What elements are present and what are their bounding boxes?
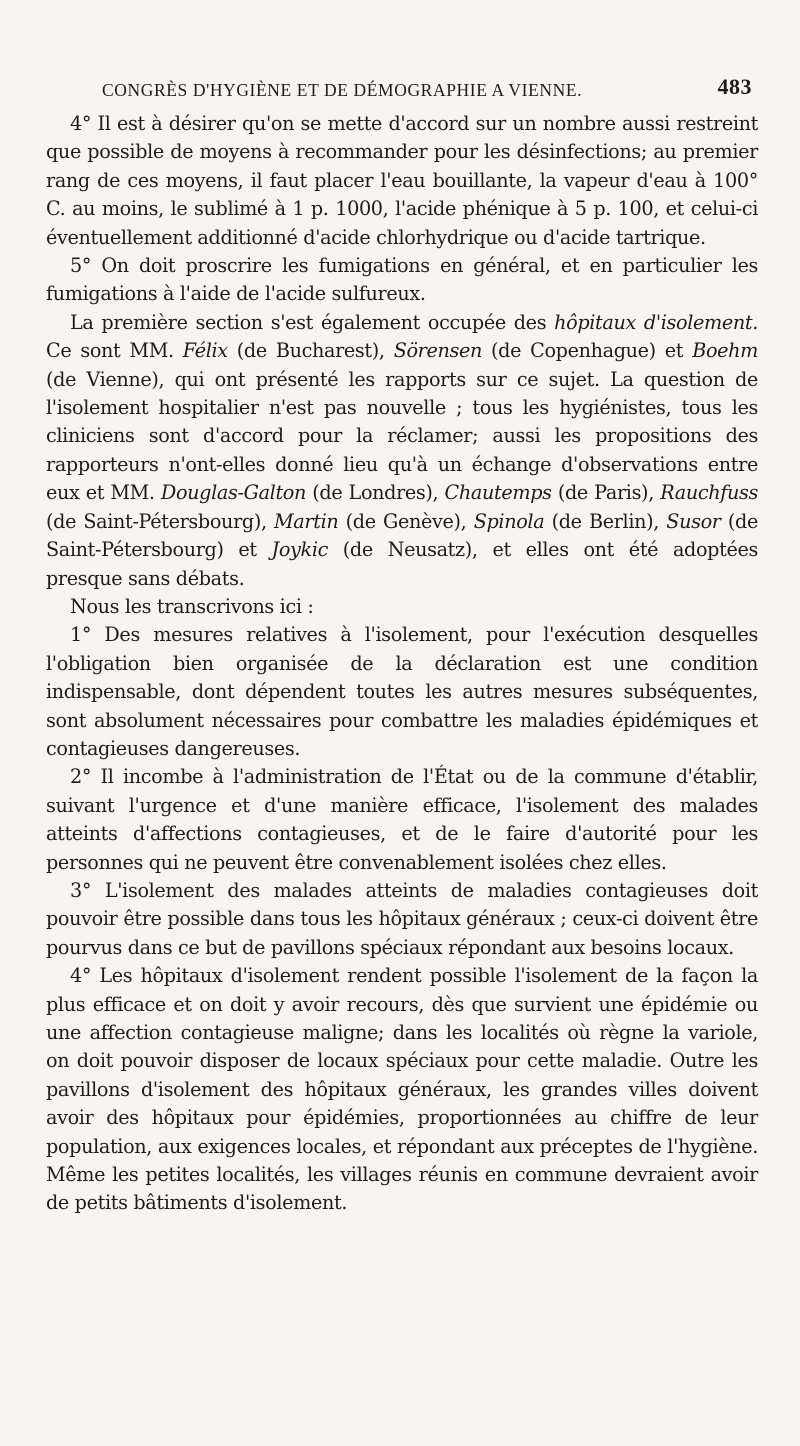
text-segment: (de Saint-Pétersbourg), [46, 509, 274, 533]
italic-name-segment: Félix [182, 339, 228, 363]
text-segment: (de Londres), [306, 481, 445, 505]
italic-name-segment: hôpitaux d'isolement. [554, 310, 758, 334]
italic-name-segment: Spinola [473, 509, 545, 533]
italic-name-segment: Douglas-Galton [160, 481, 307, 505]
paragraph-resolution-4: 4° Les hôpitaux d'isolement rendent possible l'isolement de la façon la plus efficace et on doit y avoir recours, dès que survient une épidémie ou une affection contagieuse maligne; dans les localités où règne la variole, on doit pouvoir disposer de locaux spéciaux pour cette maladie. Outre les pavillons d'isolement des hôpitaux généraux, les grandes villes doivent avoir des hôpitaux pour épidémies, proportionnées au chiffre de leur population, aux exigences locales, et répondant aux préceptes de l'hygiène. Même les petites localités, les villages réunis en commune devraient avoir de petits bâtiments d'isolement. [46, 964, 758, 1215]
paragraph-item-5-fumigation: 5° On doit proscrire les fumigations en général, et en particulier les fumigations à l'aide de l'acide sulfureux. [46, 254, 758, 306]
paragraph-transcription-note: Nous les transcrivons ici : [70, 594, 314, 618]
page-number: 483 [717, 74, 752, 99]
italic-name-segment: Joykic [271, 538, 329, 562]
italic-name-segment: Chautemps [444, 481, 552, 505]
text-segment: (de Berlin), [544, 509, 667, 533]
text-segment: (de Neusatz), et elles ont été adoptées presque sans débats. [46, 538, 758, 590]
italic-name-segment: Martin [274, 509, 339, 533]
italic-name-segment: Susor [666, 509, 721, 533]
italic-name-segment: Boehm [692, 339, 758, 363]
text-segment: (de Paris), [551, 481, 661, 505]
text-segment: Ce sont MM. [46, 339, 183, 363]
text-segment: (de Saint-Pétersbourg) et [46, 509, 758, 562]
running-title: CONGRÈS D'HYGIÈNE ET DE DÉMOGRAPHIE A VIENNE. [102, 80, 583, 100]
paragraph-resolution-1: 1° Des mesures relatives à l'isolement, pour l'exécution desquelles l'obligation bien organisée de la déclaration est une condition indispensable, dont dépendent toutes les autres mesures subséquentes, sont absolument nécessaires pour combattre les maladies épidémiques et contagieuses dangereuses. [46, 623, 758, 760]
text-segment: (de Copenhague) et [482, 339, 693, 363]
paragraph-resolution-3: 3° L'isolement des malades atteints de maladies contagieuses doit pouvoir être possible dans tous les hôpitaux généraux ; ceux-ci doivent être pourvus dans ce but de pavillons spéciaux répondant aux besoins locaux. [46, 878, 758, 959]
text-segment: (de Genève), [338, 509, 474, 533]
italic-name-segment: Sörensen [393, 339, 483, 363]
italic-name-segment: Rauchfuss [660, 481, 758, 505]
book-page [46, 74, 758, 1218]
paragraph-resolution-2: 2° Il incombe à l'administration de l'État ou de la commune d'établir, suivant l'urgence et d'une manière efficace, l'isolement des malades atteints d'affections contagieuses, et de le faire d'autorité pour les personnes qui ne peuvent être convenablement isolées chez elles. [46, 765, 758, 874]
text-segment: (de Vienne), qui ont présenté les rapports sur ce sujet. La question de l'isolement hospitalier n'est pas nouvelle ; tous les hygiénistes, tous les cliniciens sont d'accord pour la réclamer; aussi les propositions des rapporteurs n'ont-elles donné lieu qu'à un échange d'observations entre eux et MM. [46, 367, 758, 505]
running-header [46, 74, 758, 104]
text-segment: La première section s'est également occupée des [70, 310, 555, 334]
paragraph-item-4-disinfection: 4° Il est à désirer qu'on se mette d'accord sur un nombre aussi restreint que possible de moyens à recommander pour les désinfections; au premier rang de ces moyens, il faut placer l'eau bouillante, la vapeur d'eau à 100° C. au moins, le sublimé à 1 p. 1000, l'acide phénique à 5 p. 100, et celui-ci éventuellement additionné d'acide chlorhydrique ou d'acide tartrique. [46, 112, 758, 249]
paragraph-isolation-hospitals-intro [46, 309, 758, 593]
text-segment: (de Bucharest), [227, 339, 394, 363]
